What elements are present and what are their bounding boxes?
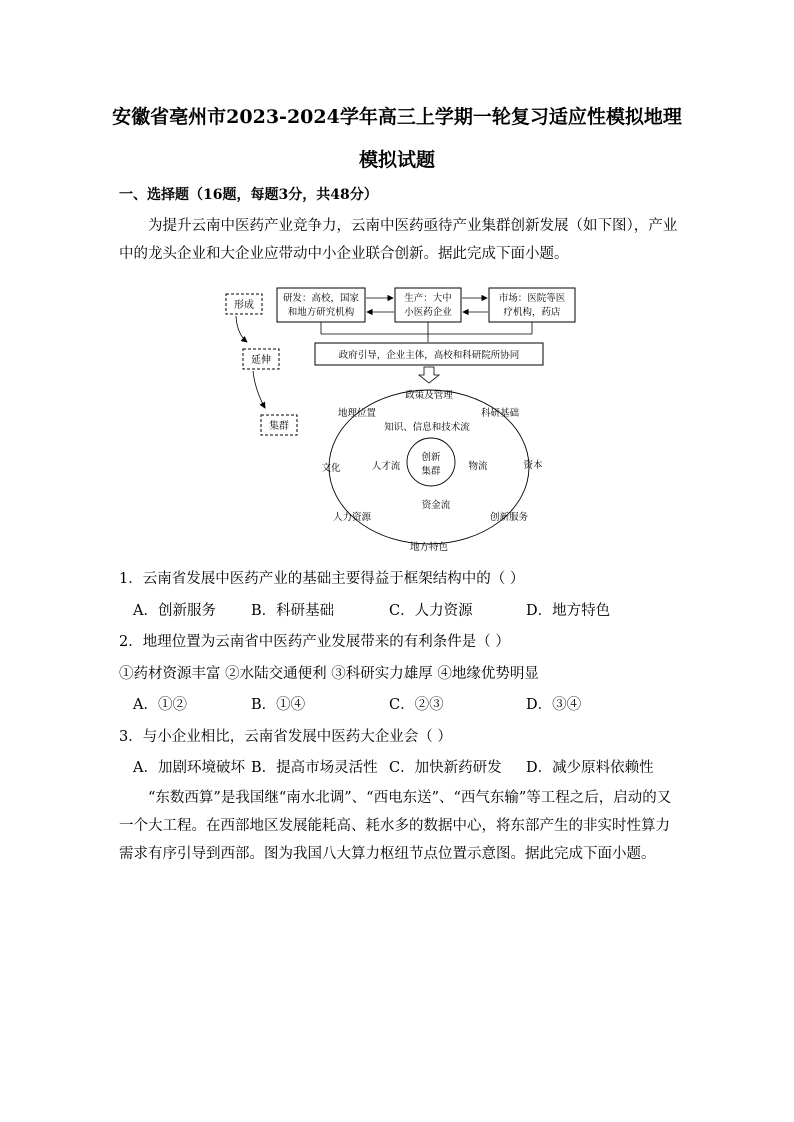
culture-label: 文化 [321,463,341,474]
hollow-down-arrow [419,367,439,383]
intro-paragraph-2: “东数西算”是我国继“南水北调”、“西电东送”、“西气东输”等工程之后，启动的又一个大工程。在西部地区发展能耗高、耗水多的数据中心，将东部产生的非实时性算力需求有序引导到西部。图为我国八大算力枢纽节点位置示意图。据此完成下面小题。 [119,790,672,862]
policy-label: 政策及管理 [405,390,453,401]
rd-line-2: 和地方研究机构 [287,307,355,318]
question-3-option-c: C．加快新药研发 [389,760,502,776]
question-2-option-d: D．③④ [526,697,582,713]
title-line-2: 模拟试题 [358,149,435,171]
center-line-1: 创新 [421,452,441,463]
title-line-1: 安徽省亳州市2023-2024学年高三上学期一轮复习适应性模拟地理 [112,106,682,128]
question-1-option-d: D．地方特色 [526,603,611,619]
question-2-statements: ①药材资源丰富 ②水陆交通便利 ③科研实力雄厚 ④地缘优势明显 [119,666,539,682]
geo-label: 地理位置 [337,408,377,419]
government-label: 政府引导，企业主体，高校和科研院所协同 [338,350,520,361]
stage-arrow-2 [253,371,265,408]
question-1-stem: 1．云南省发展中医药产业的基础主要得益于框架结构中的（ ） [119,571,525,587]
question-1-option-a: A．创新服务 [133,603,216,619]
stage-extend-label: 延伸 [251,355,271,366]
center-line-2: 集群 [421,466,441,477]
question-3-option-b: B．提高市场灵活性 [251,760,378,776]
stage-cluster-label: 集群 [269,421,289,432]
local-label: 地方特色 [409,542,449,553]
stage-form-label: 形成 [234,300,254,311]
logistics-label: 物流 [468,461,488,472]
question-2-option-b: B．①④ [251,697,306,713]
industry-cluster-diagram [215,282,585,554]
question-3-option-a: A．加剧环境破坏 [133,760,245,776]
production-line-2: 小医药企业 [404,307,452,318]
knowledge-label: 知识、信息和技术流 [384,422,470,433]
hr-label: 人力资源 [332,512,372,523]
production-line-1: 生产：大中 [404,293,452,304]
question-2-option-c: C．②③ [389,697,444,713]
question-1-option-c: C．人力资源 [389,603,473,619]
question-3-stem: 3．与小企业相比，云南省发展中医药大企业会（ ） [119,729,452,745]
question-1-option-b: B．科研基础 [251,603,335,619]
stage-arrow-1 [236,316,247,342]
market-line-2: 疗机构，药店 [503,307,561,318]
section-heading: 一、选择题（16题，每题3分，共48分） [119,187,378,203]
talent-label: 人才流 [371,461,401,472]
market-line-1: 市场：医院等医 [498,293,566,304]
capital-label: 资本 [523,460,543,471]
intro-paragraph-1: 为提升云南中医药产业竞争力，云南中医药亟待产业集群创新发展（如下图），产业中的龙头企业和大企业应带动中小企业联合创新。据此完成下面小题。 [119,218,678,262]
service-label: 创新服务 [489,512,529,523]
question-2-option-a: A．①② [133,697,187,713]
question-3-option-d: D．减少原料依赖性 [526,760,654,776]
rd-line-1: 研发：高校，国家 [282,293,360,304]
question-2-stem: 2．地理位置为云南省中医药产业发展带来的有利条件是（ ） [119,634,510,650]
research-label: 科研基础 [480,408,520,419]
funds-label: 资金流 [421,500,451,511]
